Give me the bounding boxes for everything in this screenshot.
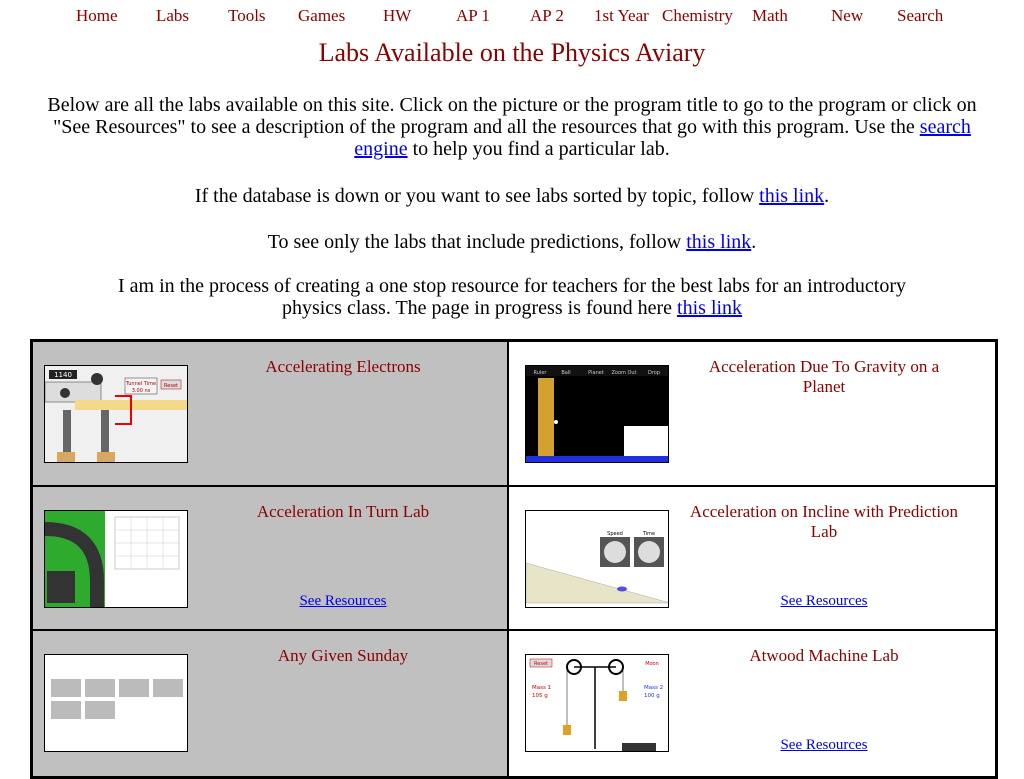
lab-title[interactable]: Acceleration on Incline with Prediction Lab bbox=[689, 502, 959, 541]
nav-ap2[interactable]: AP 2 bbox=[530, 6, 564, 25]
lab-thumbnail[interactable] bbox=[525, 365, 669, 463]
lab-title[interactable]: Accelerating Electrons bbox=[265, 357, 421, 376]
nav-chemistry[interactable]: Chemistry bbox=[662, 6, 733, 25]
resource-paragraph bbox=[100, 275, 924, 319]
mass1-value: 105 g bbox=[532, 693, 548, 699]
lab-cell-turn-lab bbox=[32, 486, 508, 630]
intro-paragraph bbox=[40, 94, 984, 160]
electrons-thumb-svg bbox=[45, 366, 188, 463]
predictions-link[interactable]: this link bbox=[686, 231, 752, 253]
reset-label: Reset bbox=[534, 661, 548, 667]
mass2-label: Mass 2 bbox=[644, 685, 664, 691]
lab-cell-incline-prediction bbox=[508, 486, 996, 630]
gravity-thumb-svg bbox=[526, 366, 669, 463]
predictions-end: . bbox=[751, 231, 757, 253]
time-label: Time bbox=[642, 531, 656, 537]
nav-math[interactable]: Math bbox=[752, 6, 788, 25]
lab-cell-any-given-sunday bbox=[32, 630, 508, 777]
nav-new[interactable]: New bbox=[831, 6, 864, 25]
reset-label: Reset bbox=[164, 383, 178, 389]
toolbar-ruler: Ruler bbox=[533, 370, 547, 376]
lab-thumbnail[interactable] bbox=[44, 654, 188, 752]
turn-thumb-svg bbox=[45, 511, 188, 608]
lab-title[interactable]: Any Given Sunday bbox=[277, 646, 409, 665]
nav-hw[interactable]: HW bbox=[383, 6, 412, 25]
counter-display: 1140 bbox=[54, 371, 72, 379]
predictions-paragraph bbox=[40, 231, 984, 253]
mass2-value: 100 g bbox=[644, 693, 660, 699]
database-text: If the database is down or you want to see labs sorted by topic, follow bbox=[194, 185, 760, 207]
top-nav bbox=[0, 6, 1024, 28]
toolbar-ball: Ball bbox=[561, 370, 571, 376]
lab-cell-atwood-machine bbox=[508, 630, 996, 777]
search-engine-link[interactable]: search engine bbox=[354, 116, 971, 160]
nav-1st-year[interactable]: 1st Year bbox=[594, 6, 649, 25]
toolbar-zoom-out: Zoom Out bbox=[611, 370, 637, 376]
lab-title[interactable]: Atwood Machine Lab bbox=[749, 646, 899, 665]
atwood-thumb-svg bbox=[526, 655, 669, 752]
tunnel-value: 3.00 ns bbox=[131, 388, 151, 394]
intro-text-2: to help you find a particular lab. bbox=[407, 138, 670, 160]
moon-label: Moon bbox=[645, 661, 659, 667]
nav-ap1[interactable]: AP 1 bbox=[456, 6, 490, 25]
toolbar-planet: Planet bbox=[588, 370, 604, 376]
lab-cell-gravity-planet bbox=[508, 341, 996, 486]
nav-labs[interactable]: Labs bbox=[156, 6, 190, 25]
lab-thumbnail[interactable] bbox=[44, 365, 188, 463]
see-resources-link[interactable]: See Resources bbox=[299, 593, 387, 609]
tunnel-label: Tunnel Time bbox=[125, 381, 157, 387]
nav-home[interactable]: Home bbox=[76, 6, 118, 25]
nav-games[interactable]: Games bbox=[298, 6, 346, 25]
nav-tools[interactable]: Tools bbox=[228, 6, 266, 25]
speed-label: Speed bbox=[607, 531, 623, 537]
database-end: . bbox=[824, 185, 830, 207]
lab-cell-accelerating-electrons bbox=[32, 341, 508, 486]
database-paragraph bbox=[40, 185, 984, 207]
mass1-label: Mass 1 bbox=[532, 685, 552, 691]
lab-thumbnail[interactable] bbox=[525, 654, 669, 752]
lab-thumbnail[interactable] bbox=[525, 510, 669, 608]
page-title: Labs Available on the Physics Aviary bbox=[318, 38, 706, 67]
lab-thumbnail[interactable] bbox=[44, 510, 188, 608]
resource-text: I am in the process of creating a one stop resource for teachers for the best labs for an introductory physics class. The page in progress is found here bbox=[117, 275, 907, 319]
lab-title[interactable]: Acceleration In Turn Lab bbox=[256, 502, 430, 521]
see-resources-link[interactable]: See Resources bbox=[780, 593, 868, 609]
nav-search[interactable]: Search bbox=[897, 6, 944, 25]
sunday-thumb-svg bbox=[45, 655, 188, 752]
intro-text-1: Below are all the labs available on this site. Click on the picture or the program title to go to the program or click on "See Resources" to see a description of the program and all the resources that go with this program. Use the bbox=[47, 94, 977, 138]
lab-grid bbox=[30, 339, 998, 779]
toolbar-drop: Drop bbox=[647, 370, 661, 376]
incline-thumb-svg bbox=[526, 511, 669, 608]
database-link[interactable]: this link bbox=[759, 185, 825, 207]
resource-link[interactable]: this link bbox=[677, 297, 743, 319]
lab-title[interactable]: Acceleration Due To Gravity on a Planet bbox=[708, 357, 940, 396]
predictions-text: To see only the labs that include predictions, follow bbox=[267, 231, 687, 253]
see-resources-link[interactable]: See Resources bbox=[780, 737, 868, 753]
